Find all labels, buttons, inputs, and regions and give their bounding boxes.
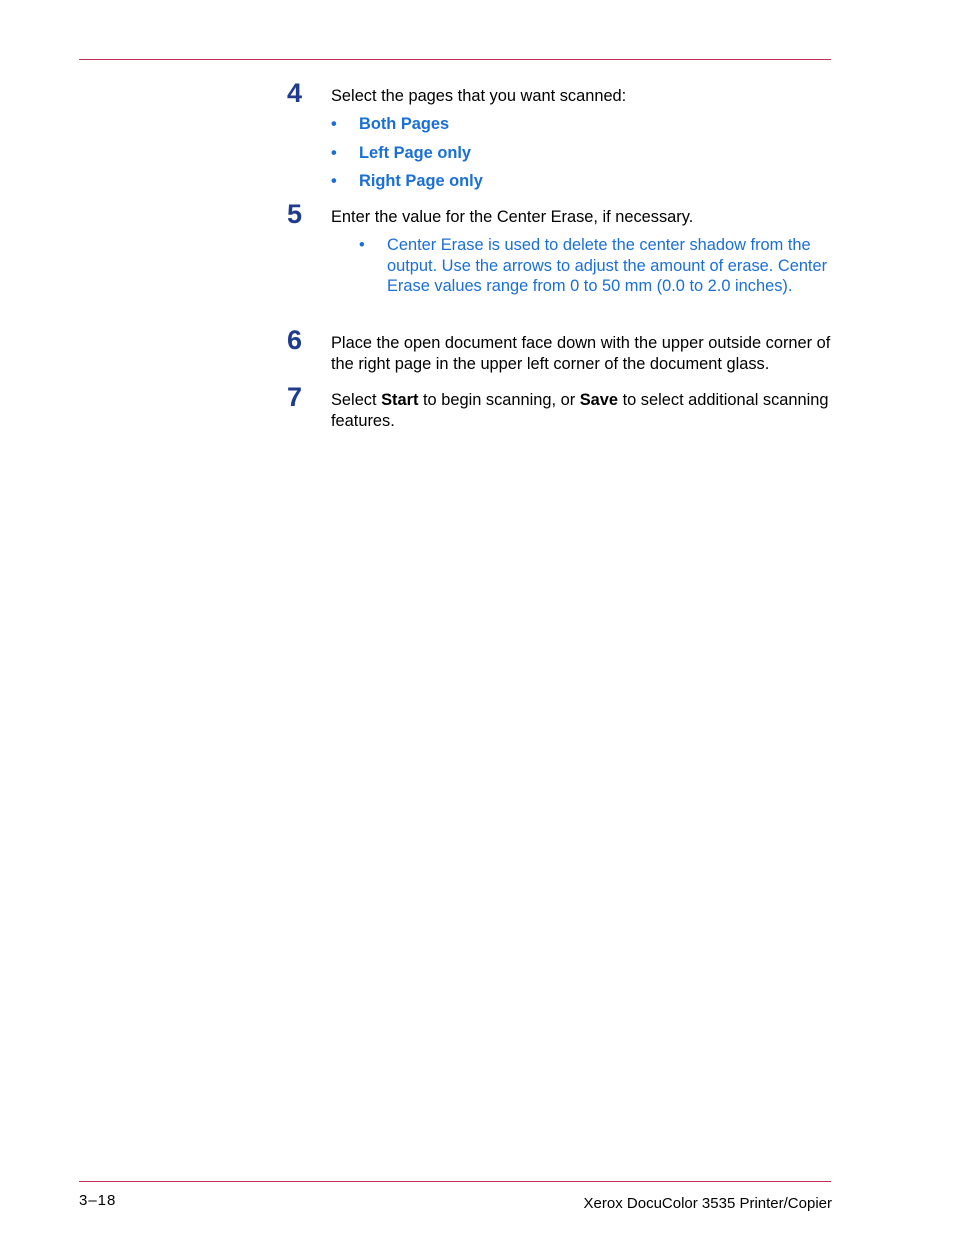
note-text: Center Erase is used to delete the center shadow from the output. Use the arrows to adjust the amount of erase. Center Erase values range from 0 to 50 mm (0.0 to 2.0 inches). (387, 236, 828, 295)
option-both-pages (331, 114, 449, 135)
footer-rule (79, 1181, 831, 1182)
page-number: 3–18 (79, 1192, 117, 1209)
center-erase-note (359, 235, 831, 297)
option-right-page-only (331, 171, 483, 192)
step-text-mid: to begin scanning, or (418, 391, 580, 409)
product-name: Xerox DocuColor 3535 Printer/Copier (583, 1195, 832, 1212)
step-number: 4 (287, 78, 303, 108)
step-number: 6 (287, 325, 303, 355)
header-rule (79, 59, 831, 60)
step-number: 5 (287, 199, 303, 229)
step-text: Select the pages that you want scanned: (331, 87, 627, 105)
bullet-icon: • (331, 115, 337, 133)
bullet-icon: • (359, 236, 365, 254)
option-label: Right Page only (359, 172, 483, 190)
option-label: Left Page only (359, 144, 472, 162)
bullet-icon: • (331, 144, 337, 162)
step-text-pre: Select (331, 391, 382, 409)
step-text (331, 390, 832, 432)
step-number: 7 (287, 382, 303, 412)
save-keyword: Save (579, 391, 619, 409)
step-text-post: to select additional scanning features. (331, 391, 829, 430)
option-left-page-only (331, 143, 471, 164)
step-text: Enter the value for the Center Erase, if necessary. (331, 208, 694, 226)
step-text: Place the open document face down with the upper outside corner of the right page in the upper left corner of the document glass. (331, 334, 831, 373)
option-label: Both Pages (359, 115, 450, 133)
bullet-icon: • (331, 172, 337, 190)
start-keyword: Start (381, 391, 419, 409)
